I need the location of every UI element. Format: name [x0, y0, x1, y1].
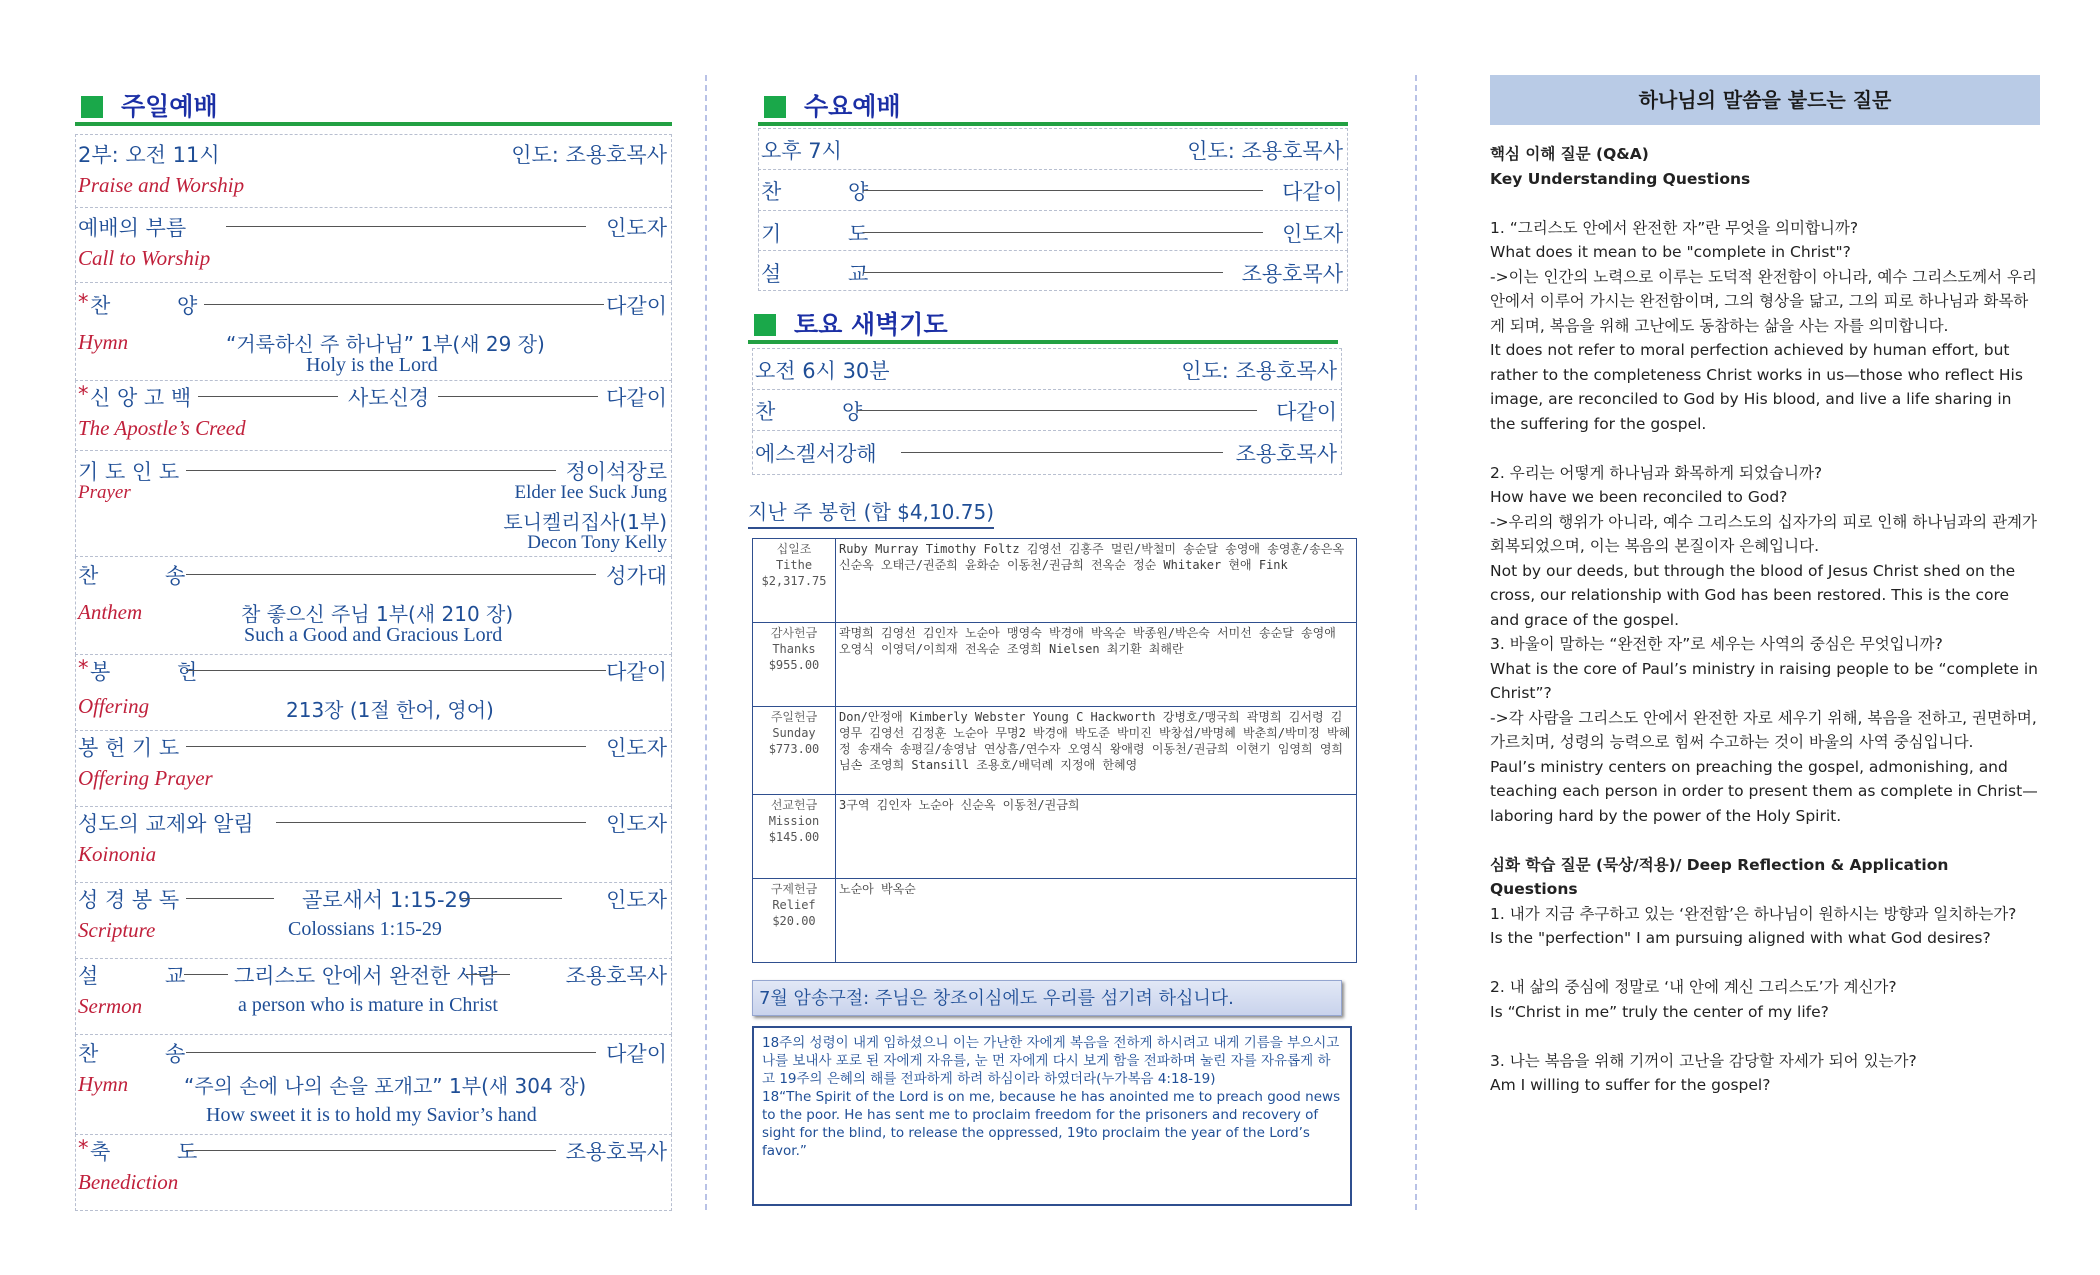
anthem-en: Anthem [78, 600, 143, 624]
question-2-en: How have we been reconciled to God? [1490, 488, 1788, 506]
prayer-who-en: Elder Iee Suck Jung [514, 482, 667, 503]
sat-r1-kr: 찬 양 [755, 400, 863, 424]
anthem-row [75, 556, 672, 655]
koinonia-en: Koinonia [78, 842, 157, 866]
hymn2-song-en: How sweet it is to hold my Savior’s hand [206, 1104, 537, 1126]
hymn2-who: 다같이 [606, 1042, 667, 1066]
answer-1-en: It does not refer to moral perfection achieved by human effort, but rather to the completeness Christ works in us—those who reflect His image, are reconciled to God by His blood, and live a life sharing in the suffering for the gospel. [1490, 341, 2023, 433]
hymn2-en: Hymn [78, 1072, 129, 1096]
sat-leader: 인도: 조용호목사 [1181, 359, 1337, 383]
hymn2-song: “주의 손에 나의 손을 포개고” 1부(새 304 장) [184, 1074, 587, 1098]
offering-category [753, 795, 836, 879]
offering-category-line: $955.00 [768, 658, 820, 672]
hymn1-who: 다같이 [606, 294, 667, 318]
answer-2: ->우리의 행위가 아니라, 예수 그리스도의 십자가의 피로 인해 하나님과의 관계가 회복되었으며, 이는 복음의 본질이자 은혜입니다. [1490, 512, 2037, 555]
sermon-title: 그리스도 안에서 완전한 사람 [234, 964, 498, 988]
offering-category-line: 구제헌금 [770, 882, 818, 896]
question-3: 3. 바울이 말하는 “완전한 자”로 세우는 사역의 중심은 무엇입니까? [1490, 635, 1943, 653]
prayer-en: Prayer [78, 482, 131, 503]
offering-category-line: $20.00 [772, 914, 816, 928]
wednesday-title: 수요예배 [804, 92, 901, 121]
hymn2-kr: 찬 송 [78, 1042, 186, 1066]
saturday-title: 토요 새벽기도 [794, 310, 948, 339]
hymn1-song-en: Holy is the Lord [306, 354, 438, 376]
offering-row [75, 654, 672, 731]
wed-row-praise [758, 168, 1348, 211]
offering-category [753, 879, 836, 963]
creed-en: The Apostle’s Creed [78, 416, 246, 440]
sat-row-praise [752, 388, 1342, 431]
offering-category-line: 십일조 [776, 542, 812, 556]
offering-row [753, 795, 1357, 879]
offering-category [753, 539, 836, 623]
scripture-row [75, 882, 672, 959]
answer-1: ->이는 인간의 노력으로 이루는 도덕적 완전함이 아니라, 예수 그리스도께서 우리 안에서 이루어 가시는 완전함이며, 그의 형상을 닮고, 그의 피로 하나님과 화목하게 되며, 복음을 위해 고난에도 동참하는 삶을 사는 자를 의미합니다. [1490, 267, 2037, 335]
offering-row [753, 539, 1357, 623]
deep-heading: 심화 학습 질문 (묵상/적용)/ Deep Reflection & Application Questions [1490, 855, 1949, 898]
scripture-en: Scripture [78, 918, 156, 942]
offering-row [753, 707, 1357, 795]
sat-time-row [752, 348, 1342, 390]
offering-category-line: Tithe [775, 558, 813, 572]
hymn1-kr: 찬 양 [90, 294, 198, 318]
deep-question-2-en: Is “Christ in me” truly the center of my life? [1490, 1002, 1829, 1021]
scripture-kr: 성 경 봉 독 [78, 888, 180, 912]
offer-song: 213장 (1절 한어, 영어) [286, 698, 494, 722]
column-divider-1 [705, 75, 707, 1210]
green-square-icon [754, 314, 776, 336]
prayer-who2-en: Decon Tony Kelly [527, 532, 667, 553]
offering-category-line: Relief [772, 898, 816, 912]
deep-question-3: 3. 나는 복음을 위해 기꺼이 고난을 감당할 자세가 되어 있는가? [1490, 1051, 1917, 1070]
offering-category-line: $2,317.75 [761, 574, 827, 588]
standing-mark: * [78, 1136, 89, 1160]
offering-category-line: 주일헌금 [770, 710, 818, 724]
wed-time: 오후 7시 [761, 139, 842, 163]
sat-row-ezekiel [752, 430, 1342, 475]
offering-category-line: Mission [768, 814, 820, 828]
offering-category-line: $145.00 [768, 830, 820, 844]
offering-category-line: Thanks [772, 642, 816, 656]
offering-category [753, 623, 836, 707]
offering-names: 3구역 김인자 노순아 신순옥 이동천/권금희 [836, 795, 1357, 879]
column-divider-2 [1415, 75, 1417, 1210]
sunday-time-row [75, 134, 672, 208]
offering-category [753, 707, 836, 795]
anthem-kr: 찬 송 [78, 564, 186, 588]
prayer-row [75, 450, 672, 557]
wed-r3-who: 조용호목사 [1241, 262, 1343, 286]
question-2: 2. 우리는 어떻게 하나님과 화목하게 되었습니까? [1490, 463, 1823, 482]
anthem-song: 참 좋으신 주님 1부(새 210 장) [241, 602, 514, 626]
wed-r2-kr: 기 도 [761, 222, 869, 246]
scripture-who: 인도자 [606, 888, 667, 912]
deep-question-3-en: Am I willing to suffer for the gospel? [1490, 1076, 1771, 1094]
prayer-kr: 기 도 인 도 [78, 460, 180, 484]
koinonia-who: 인도자 [606, 812, 667, 836]
sat-r2-kr: 에스겔서강해 [755, 442, 877, 466]
offering-names: 곽명희 김영선 김인자 노순아 맹영숙 박경애 박옥순 박종원/박은숙 서미선 송순달 송영애 오영식 이영덕/이희재 전옥순 조영희 Nielsen 최기환 최해란 [836, 623, 1357, 707]
offer-kr: 봉 헌 [90, 660, 198, 684]
qa-body [1490, 142, 2040, 1098]
call-to-worship-row [75, 206, 672, 283]
sunday-title: 주일예배 [121, 92, 218, 121]
memory-verse-box [752, 1026, 1352, 1206]
anthem-song-en: Such a Good and Gracious Lord [244, 624, 503, 646]
deep-question-2: 2. 내 삶의 중심에 정말로 ‘내 안에 계신 그리스도’가 계신가? [1490, 978, 1897, 996]
hymn1-row [75, 282, 672, 381]
question-1-en: What does it mean to be "complete in Christ"? [1490, 243, 1851, 261]
prayer-who: 정이석장로 [565, 460, 667, 484]
service-time: 2부: 오전 11시 [78, 143, 220, 167]
sat-time: 오전 6시 30분 [755, 359, 890, 383]
sermon-row [75, 958, 672, 1035]
anthem-who: 성가대 [606, 564, 667, 588]
deep-question-1: 1. 내가 지금 추구하고 있는 ‘완전함’은 하나님이 원하시는 방향과 일치하는가? [1490, 904, 2017, 923]
sermon-en: Sermon [78, 994, 143, 1018]
wed-r2-who: 인도자 [1282, 222, 1343, 246]
question-3-en: What is the core of Paul’s ministry in raising people to be “complete in Christ”? [1490, 659, 2039, 702]
bene-who: 조용호목사 [565, 1140, 667, 1164]
wed-row-sermon [758, 250, 1348, 291]
scripture-mid-en: Colossians 1:15-29 [288, 918, 442, 940]
offerprayer-kr: 봉 헌 기 도 [78, 736, 180, 760]
offer-en: Offering [78, 694, 150, 718]
saturday-header [748, 300, 1338, 344]
offering-row [753, 623, 1357, 707]
wed-r3-kr: 설 교 [761, 262, 869, 286]
bene-en: Benediction [78, 1170, 179, 1194]
offering-names: Don/안정애 Kimberly Webster Young C Hackworth 강병호/맹국희 곽명희 김서령 김영무 김영선 김정훈 노순아 무명2 박경애 박도준 박미진 박창섭/박명혜 박춘희/박미정 박혜정 송재숙 송평길/송영남 연상흠/연수자 오영식 왕애령 이동천/권금희 이현기 임영희 영희님손 조영희 Stansill 조용호/배덕례 지정애 한혜영 [836, 707, 1357, 795]
memory-verse-banner: 7월 암송구절: 주님은 창조이심에도 우리를 섬기려 하십니다. [752, 980, 1342, 1016]
offer-who: 다같이 [606, 660, 667, 684]
memory-verse-en: 18“The Spirit of the Lord is on me, because he has anointed me to preach good news to the poor. He has sent me to proclaim freedom for the prisoners and recovery of sight for the blind, to release the oppressed, 19to proclaim the year of the Lord’s favor.” [762, 1089, 1341, 1159]
question-1: 1. “그리스도 안에서 완전한 자”란 무엇을 의미합니까? [1490, 218, 1859, 237]
prayer-who2: 토니켈리집사(1부) [503, 510, 667, 534]
offerprayer-who: 인도자 [606, 736, 667, 760]
creed-who: 다같이 [606, 386, 667, 410]
green-square-icon [81, 96, 103, 118]
bene-kr: 축 도 [90, 1140, 198, 1164]
offering-prayer-row [75, 730, 672, 807]
standing-mark: * [78, 382, 89, 406]
service-leader: 인도: 조용호목사 [511, 143, 667, 167]
call-en: Call to Worship [78, 246, 211, 270]
call-kr: 예배의 부름 [78, 216, 187, 240]
wed-row-prayer [758, 210, 1348, 251]
hymn1-song: “거룩하신 주 하나님” 1부(새 29 장) [226, 332, 545, 356]
creed-kr: 신 앙 고 백 [90, 386, 192, 410]
offerprayer-en: Offering Prayer [78, 766, 213, 790]
hymn1-en: Hymn [78, 330, 129, 354]
offering-names: Ruby Murray Timothy Foltz 김영선 김홍주 멀린/박철미 송순달 송영애 송영훈/송은옥 신순옥 오태근/권준희 윤화순 이동천/권금희 전옥순 정순 Whitaker 현애 Fink [836, 539, 1357, 623]
wed-r1-kr: 찬 양 [761, 180, 869, 204]
offering-category-line: 선교헌금 [770, 798, 818, 812]
answer-2-en: Not by our deeds, but through the blood of Jesus Christ shed on the cross, our relationship with God has been restored. This is the core and grace of the gospel. [1490, 561, 2016, 629]
answer-3-en: Paul’s ministry centers on preaching the gospel, admonishing, and teaching each person in order to present them as complete in Christ—laboring hard by the power of the Holy Spirit. [1490, 757, 2038, 825]
standing-mark: * [78, 290, 89, 314]
offering-table [752, 538, 1357, 963]
creed-mid: 사도신경 [348, 386, 430, 410]
sunday-header [75, 82, 672, 126]
sat-r1-who: 다같이 [1276, 400, 1337, 424]
sermon-who: 조용호목사 [565, 964, 667, 988]
praise-label: Praise and Worship [78, 173, 245, 197]
sermon-title-en: a person who is mature in Christ [238, 994, 498, 1016]
qa-heading-kr: 핵심 이해 질문 (Q&A) [1490, 145, 1649, 163]
koinonia-kr: 성도의 교제와 알림 [78, 812, 254, 836]
koinonia-row [75, 806, 672, 883]
qa-title: 하나님의 말씀을 붙드는 질문 [1490, 75, 2040, 125]
sermon-kr: 설 교 [78, 964, 186, 988]
sat-r2-who: 조용호목사 [1235, 442, 1337, 466]
memory-verse-kr: 18주의 성령이 내게 임하셨으니 이는 가난한 자에게 복음을 전하게 하시려고 내게 기름을 부으시고 나를 보내사 포로 된 자에게 자유를, 눈 먼 자에게 다시 보게 함을 전파하며 눌린 자를 자유롭게 하고 19주의 은혜의 해를 전파하게 하려 하심이라 하였더라(누가복음 4:18-19) [762, 1035, 1340, 1087]
scripture-mid: 골로새서 1:15-29 [302, 888, 472, 912]
wed-leader: 인도: 조용호목사 [1187, 139, 1343, 163]
offering-title: 지난 주 봉헌 (합 $4,10.75) [748, 496, 994, 529]
answer-3: ->각 사람을 그리스도 안에서 완전한 자로 세우기 위해, 복음을 전하고, 권면하며, 가르치며, 성령의 능력으로 힘써 수고하는 것이 바울의 사역 중심입니다. [1490, 708, 2037, 751]
offering-category-line: 감사헌금 [770, 626, 818, 640]
hymn2-row [75, 1034, 672, 1135]
offering-category-line: Sunday [772, 726, 816, 740]
benediction-row [75, 1134, 672, 1211]
green-square-icon [764, 96, 786, 118]
offering-category-line: $773.00 [768, 742, 820, 756]
offering-names: 노순아 박옥순 [836, 879, 1357, 963]
offering-row [753, 879, 1357, 963]
wed-time-row [758, 128, 1348, 170]
deep-question-1-en: Is the "perfection" I am pursuing aligned with what God desires? [1490, 929, 1991, 947]
standing-mark: * [78, 656, 89, 680]
wed-r1-who: 다같이 [1282, 180, 1343, 204]
wednesday-header [758, 82, 1348, 126]
qa-heading-en: Key Understanding Questions [1490, 169, 1751, 188]
creed-row [75, 380, 672, 451]
call-who: 인도자 [606, 216, 667, 240]
